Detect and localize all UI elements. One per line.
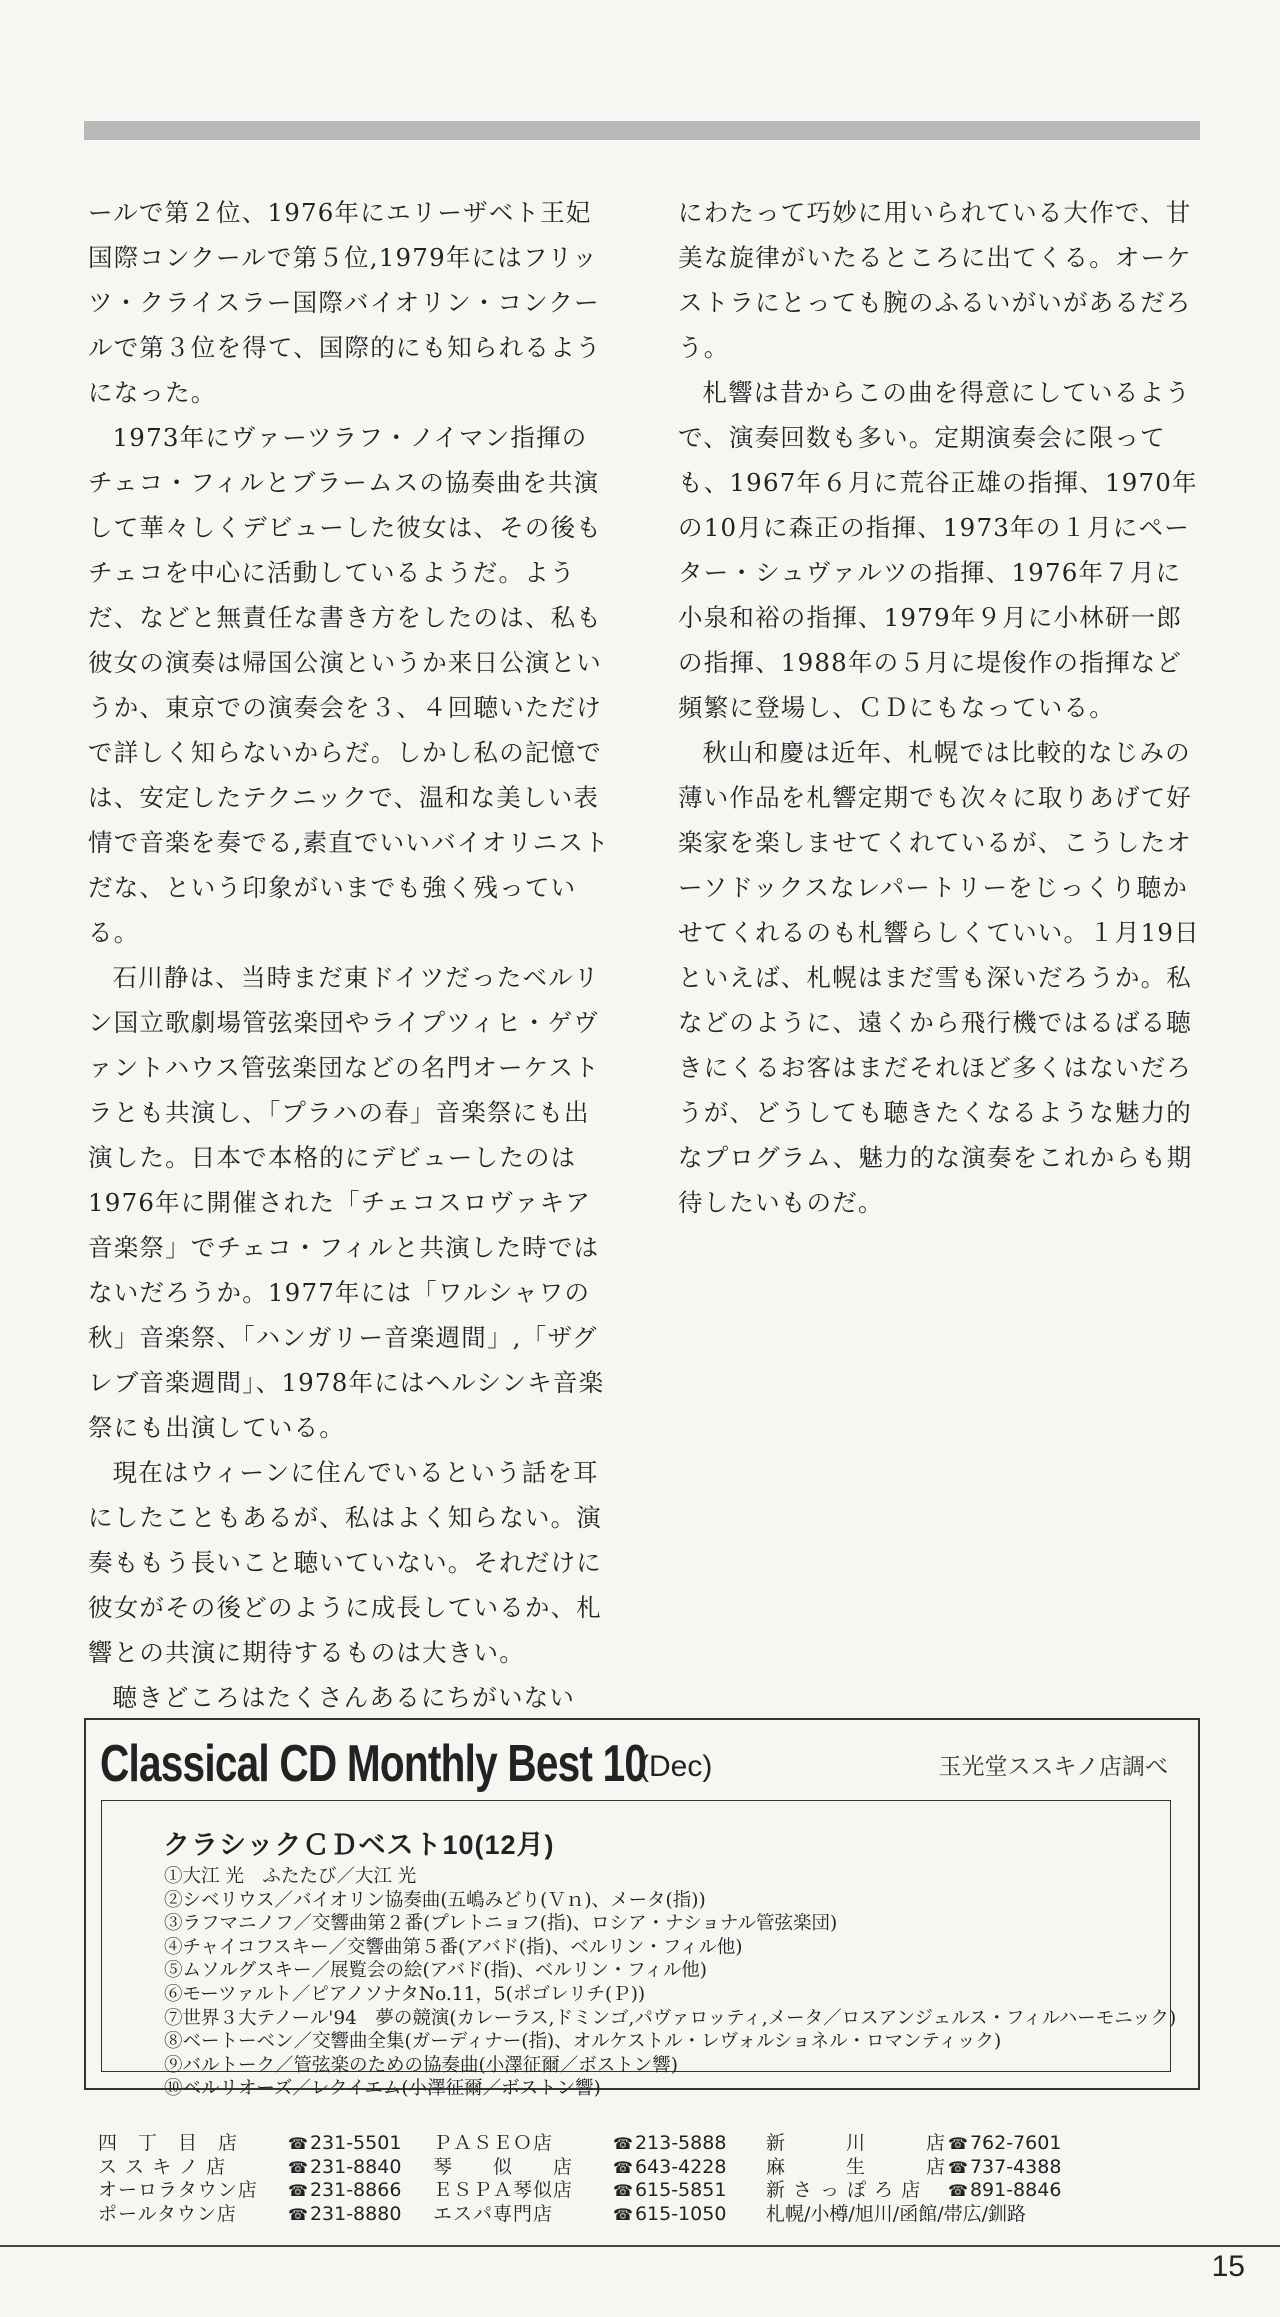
store-row [766,2132,1061,2156]
cd-ranking-item: ⑩ベルリオーズ／レクイエム(小澤征爾／ボストン響) [164,2078,601,2100]
store-cities: 札幌/小樽/旭川/函館/帯広/釧路 [766,2202,1027,2225]
cd-ranking-source: 玉光堂ススキノ店調べ [938,1754,1168,1780]
store-phone-number: 615-1050 [634,2202,727,2225]
store-phone [613,2156,726,2180]
phone-icon: ☎ [288,2157,308,2177]
cd-ranking-list-box [101,1800,1177,2100]
article-paragraph: にわたって巧妙に用いられている大作で、甘美な旋律がいたるところに出てくる。オーケストラにとっても腕のふるいがいがあるだろう。 [678,198,1192,362]
store-row [433,2156,726,2180]
store-name: 新 川 店 [766,2132,947,2154]
cd-ranking-month: (Dec) [639,1750,713,1783]
store-name: ポールタウン店 [98,2202,237,2225]
article-paragraph: 札響は昔からこの曲を得意にしているようで、演奏回数も多い。定期演奏会に限っても、1967年６月に荒谷正雄の指揮、1970年の10月に森正の指揮、1973年の１月にペーター・シュヴァルツの指揮、1976年７月に小泉和裕の指揮、1979年９月に小林研一郎の指揮、1988年の５月に堤俊作の指揮など頻繁に登場し、ＣＤにもなっている。 [678,378,1198,722]
cd-ranking-item: ⑧ベートーベン／交響曲全集(ガーディナー(指)、オルケストル・レヴォルショネル・ロマンティック) [164,2031,1002,2053]
cd-ranking-item: ⑤ムソルグスキー／展覧会の絵(アバド(指)、ベルリン・フィル他) [164,1960,707,1982]
footer-rule [0,2245,1280,2247]
store-phone-number: 231-5501 [309,2132,402,2154]
store-column [433,2132,726,2226]
store-phone-number: 615-5851 [634,2179,727,2201]
store-name: オーロラタウン店 [98,2179,258,2201]
store-phone-number: 231-8866 [309,2179,402,2201]
store-phone-number: 891-8846 [969,2179,1062,2201]
store-phone [613,2179,726,2203]
store-column [98,2132,401,2226]
phone-icon: ☎ [613,2157,633,2177]
article-right-column [678,190,1203,1225]
store-row [433,2179,726,2203]
store-name: 新 さ っ ぽ ろ 店 [766,2179,922,2201]
phone-icon: ☎ [948,2157,968,2177]
store-row [766,2179,1061,2203]
store-phone [288,2156,401,2180]
store-phone [948,2156,1061,2180]
store-name: ＰＡＳＥＯ店 [433,2132,554,2154]
store-row [766,2203,1061,2227]
header-gray-bar [84,121,1200,140]
store-row [98,2179,401,2203]
store-row [766,2156,1061,2180]
store-column [766,2132,1061,2226]
cd-ranking-list [164,1865,1176,2101]
store-row [433,2203,726,2227]
store-name: ＥＳＰＡ琴似店 [433,2179,574,2201]
phone-icon: ☎ [948,2181,968,2200]
store-phone [288,2203,401,2227]
store-phone [288,2132,401,2156]
cd-ranking-box [84,1718,1200,2100]
cd-ranking-item: ⑦世界３大テノール'94 夢の競演(カレーラス,ドミンゴ,パヴァロッティ,メータ／ロスアンジェルス・フィルハーモニック) [164,2007,1177,2029]
page-number: 15 [1211,2250,1245,2283]
store-name: 麻 生 店 [766,2155,947,2178]
cd-ranking-list-title: クラシックＣＤベスト10(12月) [163,1830,555,1860]
phone-icon: ☎ [613,2134,633,2153]
phone-icon: ☎ [288,2134,308,2153]
article-paragraph: 現在はウィーンに住んでいるという話を耳にしたこともあるが、私はよく知らない。演奏ももう長いこと聴いていない。それだけに彼女がその後どのように成長しているか、札響との共演に期待するものは大きい。 [88,1458,602,1667]
cd-ranking-item: ①大江 光 ふたたび／大江 光 [164,1866,417,1887]
store-name: ス ス キ ノ 店 [98,2155,227,2178]
store-name: エスパ専門店 [433,2202,554,2225]
cd-ranking-item: ④チャイコフスキー／交響曲第５番(アバド(指)、ベルリン・フィル他) [164,1936,743,1958]
store-row [98,2203,401,2227]
phone-icon: ☎ [613,2181,633,2200]
store-row [98,2156,401,2180]
store-phone [948,2179,1061,2203]
store-phone [613,2203,726,2227]
article-paragraph: 石川静は、当時まだ東ドイツだったベルリン国立歌劇場管弦楽団やライプツィヒ・ゲヴァントハウス管弦楽団などの名門オーケストラとも共演し、「プラハの春」音楽祭にも出演した。日本で本格的にデビューしたのは1976年に開催された「チェコスロヴァキア音楽祭」でチェコ・フィルと共演した時ではないだろうか。1977年には「ワルシャワの秋」音楽祭、「ハンガリー音楽週間」,「ザグレブ音楽週間」、1978年にはヘルシンキ音楽祭にも出演している。 [88,963,605,1442]
article-paragraph: 聴きどころはたくさんあるにちがいない [112,1683,576,1710]
cd-ranking-item: ⑨バルトーク／管弦楽のための協奏曲(小澤征爾／ボストン響) [164,2054,678,2076]
store-name: 四 丁 目 店 [98,2132,239,2154]
store-phone-number: 643-4228 [634,2155,727,2178]
store-row [433,2132,726,2156]
phone-icon: ☎ [613,2204,633,2224]
phone-icon: ☎ [288,2181,308,2200]
cd-ranking-item: ⑥モーツァルト／ピアノソナタNo.11，5(ポゴレリチ(Ｐ)) [164,1983,646,2005]
store-phone-number: 737-4388 [969,2155,1062,2178]
store-name: 琴 似 店 [433,2155,574,2178]
article-paragraph: ールで第２位、1976年にエリーザベト王妃国際コンクールで第５位,1979年にはフリッツ・クライスラー国際バイオリン・コンクールで第３位を得て、国際的にも知られるようになった。 [88,198,602,407]
phone-icon: ☎ [948,2134,968,2153]
store-phone-number: 231-8880 [309,2202,402,2225]
store-phone-number: 762-7601 [969,2132,1062,2154]
article-paragraph: 秋山和慶は近年、札幌では比較的なじみの薄い作品を札響定期でも次々に取りあげて好楽家を楽しませてくれているが、こうしたオーソドックスなレパートリーをじっくり聴かせてくれるのも札響らしくていい。１月19日といえば、札幌はまだ雪も深いだろうか。私などのように、遠くから飛行機ではるばる聴きにくるお客はまだそれほど多くはないだろうが、どうしても聴きたくなるような魅力的なプログラム、魅力的な演奏をこれからも期待したいものだ。 [678,738,1200,1217]
cd-ranking-item: ③ラフマニノフ／交響曲第２番(プレトニョフ(指)、ロシア・ナショナル管弦楽団) [164,1913,838,1935]
store-directory [98,2132,1098,2232]
phone-icon: ☎ [288,2204,308,2224]
article-paragraph: 1973年にヴァーツラフ・ノイマン指揮のチェコ・フィルとブラームスの協奏曲を共演して華々しくデビューした彼女は、その後もチェコを中心に活動しているようだ。ようだ、などと無責任な書き方をしたのは、私も彼女の演奏は帰国公演というか来日公演というか、東京での演奏会を３、４回聴いただけで詳しく知らないからだ。しかし私の記憶では、安定したテクニックで、温和な美しい表情で音楽を奏でる,素直でいいバイオリニストだな、という印象がいまでも強く残っている。 [88,423,610,947]
store-phone-number: 231-8840 [309,2155,402,2178]
store-phone [288,2179,401,2203]
article-left-column [88,190,613,1710]
cd-ranking-title: Classical CD Monthly Best 10 [100,1735,647,1793]
store-phone-number: 213-5888 [634,2132,727,2154]
cd-ranking-item: ②シベリウス／バイオリン協奏曲(五嶋みどり(Ｖｎ)、メータ(指)) [164,1889,706,1911]
store-phone [613,2132,726,2156]
store-phone [948,2132,1061,2156]
store-row [98,2132,401,2156]
